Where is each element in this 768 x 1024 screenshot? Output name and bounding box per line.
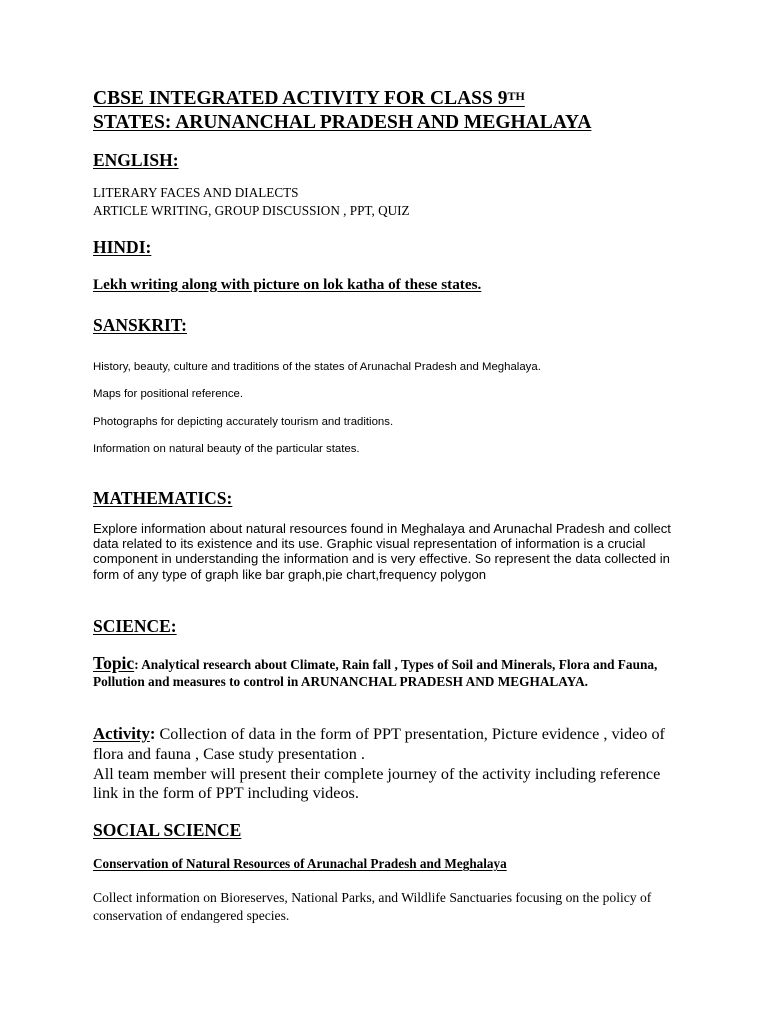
hindi-heading: HINDI: <box>93 237 152 257</box>
science-topic <box>93 655 678 690</box>
document-title-line1 <box>93 88 525 110</box>
science-heading: SCIENCE: <box>93 616 177 636</box>
english-line-1: LITERARY FACES AND DIALECTS <box>93 185 299 200</box>
topic-label: Topic <box>93 653 135 673</box>
title-superscript: TH <box>507 89 525 103</box>
sanskrit-heading: SANSKRIT: <box>93 315 188 335</box>
mathematics-paragraph: Explore information about natural resources found in Meghalaya and Arunachal Pradesh and collect data related to its existence and its use. Graphic visual representation of information is a crucial component in understanding the information and is very effective. So represent the data collected in form of any type of graph like bar graph,pie chart,frequency polygon <box>93 521 671 582</box>
topic-text: : Analytical research about Climate, Rain fall , Types of Soil and Minerals, Flora and Fauna, Pollution and measures to control in ARUNANCHAL PRADESH AND MEGHALAYA. <box>93 657 658 689</box>
sanskrit-item-2: Maps for positional reference. <box>93 388 244 400</box>
title-text: CBSE INTEGRATED ACTIVITY FOR CLASS 9 <box>93 88 508 109</box>
sanskrit-item-4: Information on natural beauty of the particular states. <box>93 443 360 455</box>
science-activity <box>93 724 683 804</box>
activity-text-2: All team member will present their complete journey of the activity including reference link in the form of PPT including videos. <box>93 764 661 803</box>
mathematics-heading: MATHEMATICS: <box>93 488 233 508</box>
sanskrit-item-3: Photographs for depicting accurately tourism and traditions. <box>93 416 394 428</box>
sanskrit-item-1: History, beauty, culture and traditions of the states of Arunachal Pradesh and Meghalaya. <box>93 361 541 373</box>
activity-text: Collection of data in the form of PPT presentation, Picture evidence , video of flora and fauna , Case study presentation . <box>93 725 665 763</box>
social-science-subheading: Conservation of Natural Resources of Arunachal Pradesh and Meghalaya <box>93 856 507 871</box>
hindi-line-1: Lekh writing along with picture on lok katha of these states. <box>93 276 482 293</box>
social-science-heading: SOCIAL SCIENCE <box>93 820 242 840</box>
activity-colon: : <box>149 724 156 743</box>
english-heading: ENGLISH: <box>93 150 179 170</box>
activity-label: Activity <box>93 724 150 743</box>
english-line-2: ARTICLE WRITING, GROUP DISCUSSION , PPT, QUIZ <box>93 203 410 218</box>
document-title-line2: STATES: ARUNANCHAL PRADESH AND MEGHALAYA <box>93 112 592 133</box>
social-science-paragraph: Collect information on Bioreserves, National Parks, and Wildlife Sanctuaries focusing on the policy of conservation of endangered species. <box>93 890 652 923</box>
